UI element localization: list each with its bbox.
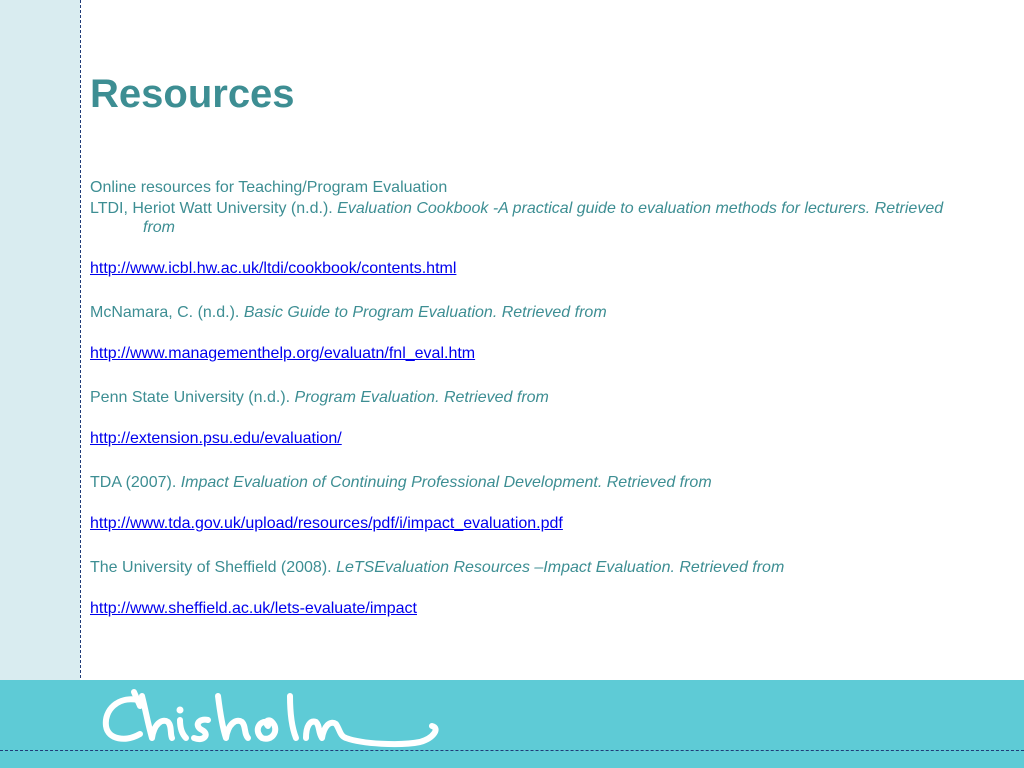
reference-title: Evaluation Cookbook -A practical guide to evaluation methods for lecturers. Retrieved from xyxy=(143,200,944,236)
reference-pennstate xyxy=(90,388,970,407)
page-title: Resources xyxy=(90,72,295,116)
reference-title: Basic Guide to Program Evaluation. Retrieved from xyxy=(243,304,607,321)
reference-ltdi xyxy=(90,199,970,237)
link-sheffield-lets[interactable]: http://www.sheffield.ac.uk/lets-evaluate/impact xyxy=(90,600,417,617)
chisholm-logo-icon xyxy=(100,686,460,750)
link-psu-extension[interactable]: http://extension.psu.edu/evaluation/ xyxy=(90,430,342,447)
link-managementhelp[interactable]: http://www.managementhelp.org/evaluatn/fnl_eval.htm xyxy=(90,345,476,362)
reference-tda xyxy=(90,473,970,492)
vertical-divider xyxy=(80,0,81,768)
reference-author: Penn State University (n.d.). xyxy=(90,389,291,406)
reference-author: LTDI, Heriot Watt University (n.d.). xyxy=(90,200,333,217)
reference-author: McNamara, C. (n.d.). xyxy=(90,304,240,321)
horizontal-divider xyxy=(0,750,1024,751)
link-tda-impact[interactable]: http://www.tda.gov.uk/upload/resources/pdf/i/impact_evaluation.pdf xyxy=(90,515,563,532)
chisholm-logo xyxy=(100,686,460,750)
left-band xyxy=(0,0,80,680)
reference-title: LeTSEvaluation Resources –Impact Evaluation. Retrieved from xyxy=(336,559,785,576)
reference-mcnamara xyxy=(90,303,970,322)
reference-title: Impact Evaluation of Continuing Professional Development. Retrieved from xyxy=(180,474,712,491)
intro-text: Online resources for Teaching/Program Evaluation xyxy=(90,179,448,196)
reference-title: Program Evaluation. Retrieved from xyxy=(294,389,549,406)
resource-list xyxy=(90,178,970,643)
reference-author: TDA (2007). xyxy=(90,474,177,491)
reference-author: The University of Sheffield (2008). xyxy=(90,559,332,576)
reference-sheffield xyxy=(90,558,970,577)
link-ltdi-cookbook[interactable]: http://www.icbl.hw.ac.uk/ltdi/cookbook/contents.html xyxy=(90,260,457,277)
